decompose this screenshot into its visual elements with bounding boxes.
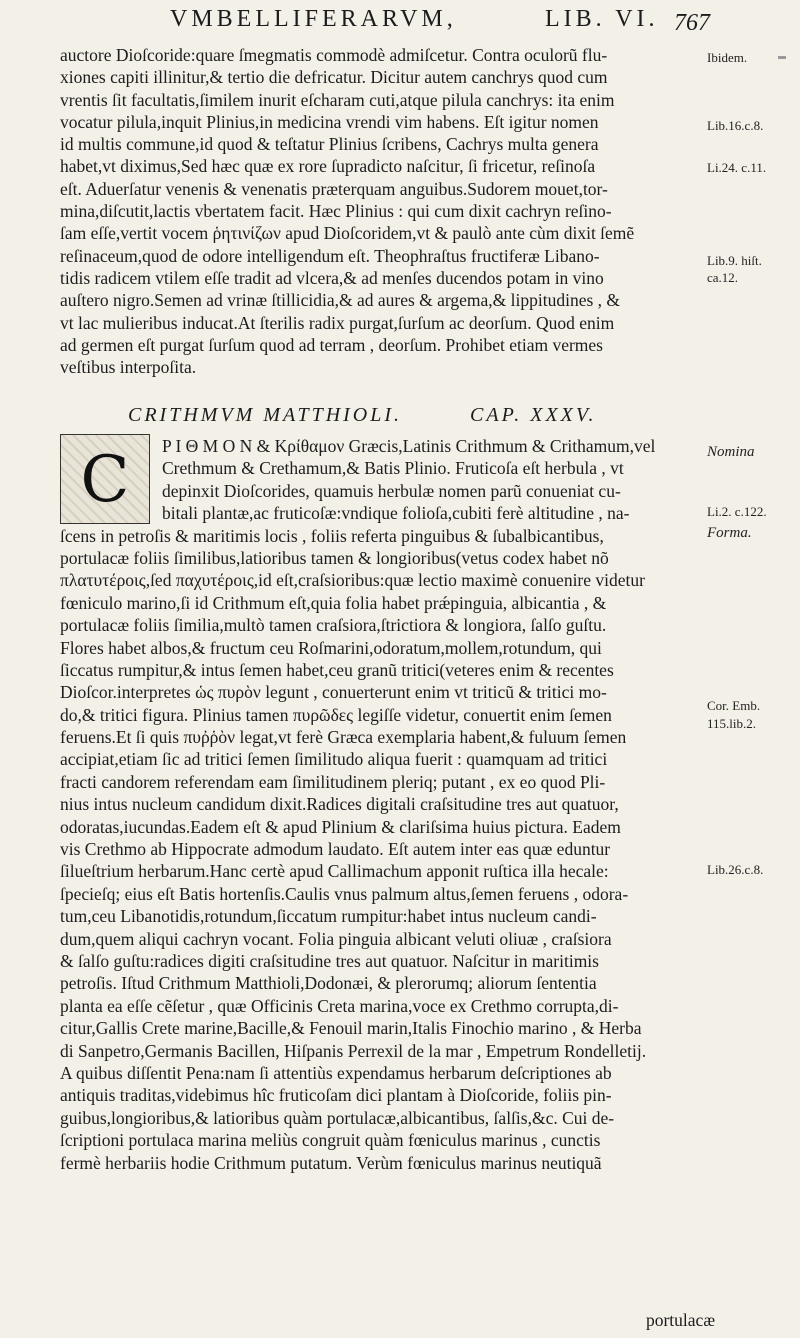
text-line: feruens.Et ſi quis πυῤῥὸν legat,vt ferè Græca exemplaria habent,& fuluum ſemen: [60, 727, 627, 748]
text-line: veſtibus interpoſita.: [60, 357, 197, 378]
text-line: ſam eſſe,vertit vocem ῥητινίζων apud Dioſcoridem,vt & paulò ante cùm dixit ſemẽ: [60, 223, 635, 244]
margin-note-nomina: Nomina: [707, 444, 755, 460]
text-line: xiones capiti illinitur,& tertio die defricatur. Dicitur autem canchrys quod cum: [60, 67, 608, 88]
text-line: guibus,longioribus,& latioribus quàm portulacæ,albicantibus, ſalſis,&c. Cui de-: [60, 1107, 615, 1128]
text-line: nius intus nucleum candidum dixit.Radices digitali craſsitudine tres aut quatuor,: [60, 794, 619, 815]
text-line: citur,Gallis Crete marine,Bacille,& Fenouil marin,Italis Finochio marino , & Herba: [60, 1018, 642, 1039]
text-block-crithmum: [60, 435, 705, 1174]
text-line: mina,diſcutit,lactis vbertatem facit. Hæc Plinius : qui cum dixit cachryn reſino-: [60, 201, 612, 222]
text-line: ad germen eſt purgat ſurſum quod ad terram , deorſum. Prohibet etiam vermes: [60, 334, 603, 355]
text-line: di Sanpetro,Germanis Bacillen, Hiſpanis Perrexil de la mar , Empetrum Rondelletij.: [60, 1040, 647, 1061]
text-line: Dioſcor.interpretes ὡς πυρὸν legunt , conuerterunt enim vt triticũ & tritici mo-: [60, 682, 607, 703]
text-line: habet,vt diximus,Sed hæc quæ ex rore ſupradicto naſcitur, ſi fricetur, reſinoſa: [60, 156, 596, 177]
margin-note-forma: Forma.: [707, 525, 752, 541]
margin-note-cor: Cor. Emb.: [707, 698, 761, 713]
text-line: petroſis. Iſtud Crithmum Matthioli,Dodonæi, & plerorumq; aliorum ſententia: [60, 973, 597, 994]
text-line: vt lac mulieribus inducat.At ſterilis radix purgat,ſurſum ac deorſum. Quod enim: [60, 312, 615, 333]
text-line: ſiccatus rumpitur,& intus ſemen habet,ceu granũ tritici(veteres enim & recentes: [60, 659, 614, 680]
text-line: vis Crethmo ab Hippocrate admodum laudato. Eſt autem inter eas quæ eduntur: [60, 839, 611, 860]
text-line: tum,ceu Libanotidis,rotundum,ſiccatum rumpitur:habet intus nucleum candi-: [60, 906, 597, 927]
text-line: fermè herbariis hodie Crithmum putatum. Verùm fœniculus marinus neutiquã: [60, 1152, 602, 1173]
margin-note-lib9: Lib.9. hiſt.: [707, 253, 762, 268]
text-line: id multis commune,id quod & teſtatur Plinius ſcribens, Cachrys multa genera: [60, 134, 599, 155]
text-line: dum,quem aliqui cachryn vocant. Folia pinguia albicant veluti oliuæ , craſsiora: [60, 928, 612, 949]
text-line: eſt. Aduerſatur venenis & venenatis præterquam anguibus.Sudorem mouet,tor-: [60, 178, 608, 199]
margin-note-lib9-cap: ca.12.: [707, 270, 739, 285]
margin-note-li24: Li.24. c.11.: [707, 160, 767, 175]
text-line: ſpecieſq; eius eſt Batis hortenſis.Caulis vnus palmum altus,ſemen feruens , odora-: [60, 883, 629, 904]
text-line: P I Θ M O N & Κρίθαμον Græcis,Latinis Crithmum & Crithamum,vel: [162, 436, 656, 456]
chapter-number: CAP. XXXV.: [470, 404, 597, 426]
chapter-heading: [128, 404, 597, 427]
ink-mark: [778, 56, 786, 59]
text-line: ſilueſtrium herbarum.Hanc certè apud Callimachum apponit ruſtica illa hecale:: [60, 861, 609, 882]
text-line: A quibus diſſentit Pena:nam ſi attentiùs expendamus herbarum deſcriptiones ab: [60, 1062, 612, 1083]
text-line: depinxit Dioſcorides, quamuis herbulæ nomen parũ conueniat cu-: [162, 480, 621, 501]
margin-note-lib16: Lib.16.c.8.: [707, 118, 764, 133]
page-number: 767: [674, 10, 710, 36]
text-line: auctore Dioſcoride:quare ſmegmatis commodè admiſcetur. Contra oculorũ flu-: [60, 45, 608, 65]
text-line: portulacæ foliis ſimilibus,latioribus tamen & longioribus(vetus codex habet nõ: [60, 547, 609, 568]
text-line: & ſalſo guſtu:radices digiti craſsitudine tres aut quatuor. Naſcitur in maritimis: [60, 950, 599, 971]
text-line: vocatur pilula,inquit Plinius,in medicina vrendi vim habens. Eſt igitur nomen: [60, 111, 599, 132]
margin-note-cor-lib: 115.lib.2.: [707, 716, 756, 731]
text-line: do,& tritici figura. Plinius tamen πυρῶδες legiſſe videtur, conuertit enim ſemen: [60, 704, 612, 725]
text-line: portulacæ foliis ſimilia,multò tamen craſsiora,ſtrictiora & longiora, ſalſo guſtu.: [60, 615, 607, 636]
catchword: portulacæ: [645, 1310, 715, 1330]
text-line: antiquis traditas,videbimus hîc fruticoſam dici plantam à Dioſcoride, foliis pin-: [60, 1085, 612, 1106]
text-line: tidis radicem vtilem eſſe tradit ad vlcera,& ad menſes ducendos potam in vino: [60, 267, 604, 288]
text-line: planta ea eſſe cẽſetur , quæ Officinis Creta marina,voce ex Crethmo corrupta,di-: [60, 995, 619, 1016]
text-line: ſcriptioni portulaca marina meliùs congruit quàm fœniculus marinus , cunctis: [60, 1130, 601, 1151]
text-line: fracti candorem referendam eam ſimilitudinem pleriq; putant , ex eo quod Pli-: [60, 771, 606, 792]
text-line: ſcens in petroſis & maritimis locis , foliis referta pinguibus & ſubalbicantibus,: [60, 525, 604, 546]
text-line: fœniculo marino,ſi id Crithmum eſt,quia folia habet prǽpinguia, albicantia , &: [60, 592, 607, 613]
text-line: Crethmum & Crethamum,& Batis Plinio. Fruticoſa eſt herbula , vt: [162, 458, 624, 479]
text-line: accipiat,etiam ſic ad tritici ſemen ſimilitudo aliqua fuerit : quamquam ad tritici: [60, 749, 608, 770]
margin-note-lib26: Lib.26.c.8.: [707, 862, 764, 877]
text-line: reſinaceum,quod de odore intelligendum eſt. Theophraſtus fructiferæ Libano-: [60, 245, 600, 266]
page-header: [170, 6, 710, 40]
chapter-title: CRITHMVM MATTHIOLI.: [128, 404, 403, 426]
book-number: LIB. VI.: [545, 6, 659, 32]
margin-note-li2: Li.2. c.122.: [707, 504, 767, 519]
text-line: bitali plantæ,ac fruticoſæ:vndique folioſa,cubiti ferè altitudine , na-: [162, 503, 630, 524]
text-line: vrentis ſit facultatis,ſimilem inurit eſcharam cuti,atque pilula canchrys: ita enim: [60, 89, 615, 110]
margin-note-ibidem: Ibidem.: [707, 50, 748, 65]
text-line: odoratas,iucundas.Eadem eſt & apud Plinium & clariſsima huius pictura. Eadem: [60, 816, 621, 837]
text-line: πλατυτέροις,ſed παχυτέροις,id eſt,craſsioribus:quæ lectio maximè conuenire videtur: [60, 570, 645, 591]
text-line: auſtero nigro.Semen ad vrinæ ſtillicidia,& ad aures & argema,& lippitudines , &: [60, 290, 621, 311]
initial-letter: C: [80, 443, 130, 517]
text-line: Flores habet albos,& fructum ceu Roſmarini,odoratum,mollem,rotundum, qui: [60, 637, 602, 658]
text-block-previous-chapter: [60, 44, 705, 378]
running-title: VMBELLIFERARVM,: [170, 6, 457, 32]
